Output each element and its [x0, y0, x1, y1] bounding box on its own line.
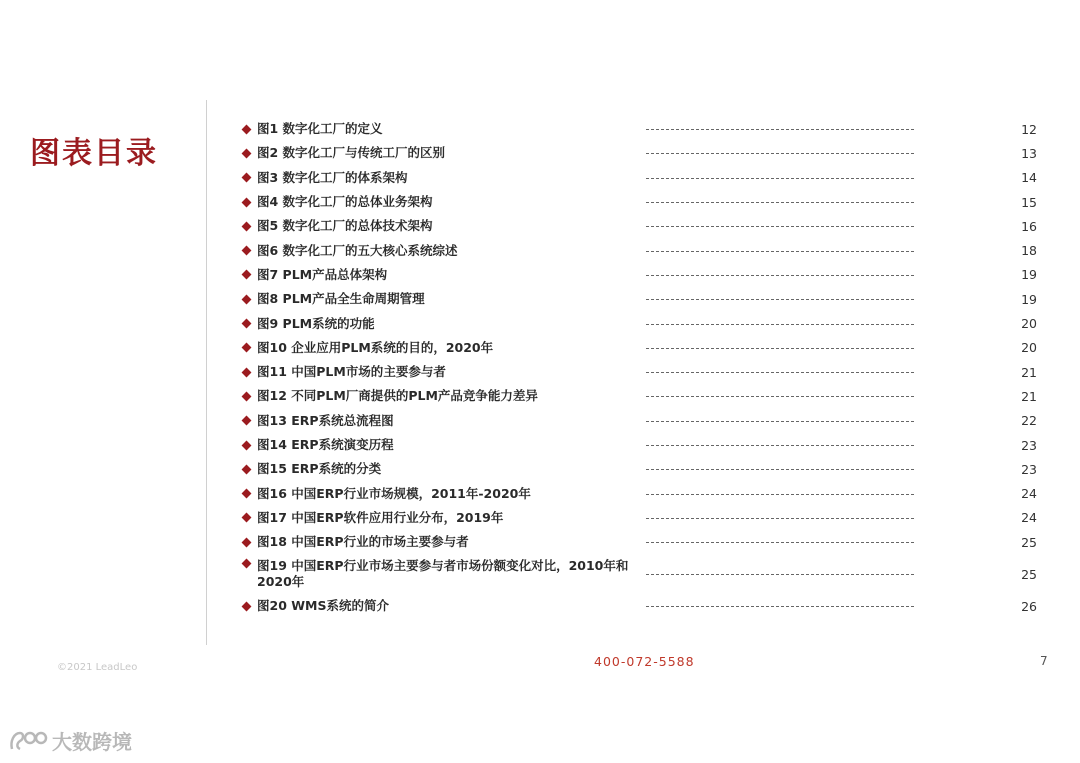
toc-item-label: 图20 WMS系统的简介: [257, 598, 389, 614]
dotted-leader: [646, 606, 914, 607]
diamond-bullet-icon: [242, 559, 252, 569]
toc-item[interactable]: [243, 506, 1043, 530]
toc-item-label: 图7 PLM产品总体架构: [257, 266, 388, 282]
toc-item-page: 19: [1021, 291, 1037, 307]
toc-item[interactable]: [243, 481, 1043, 505]
toc-item-label: 图8 PLM产品全生命周期管理: [257, 291, 425, 307]
vertical-divider: [206, 100, 207, 645]
diamond-bullet-icon: [242, 246, 252, 256]
dotted-leader: [646, 299, 914, 300]
diamond-bullet-icon: [242, 391, 252, 401]
toc-item-page: 24: [1021, 510, 1037, 526]
toc-item-label: 图17 中国ERP软件应用行业分布，2019年: [257, 509, 504, 525]
toc-item-page: 12: [1021, 121, 1037, 137]
toc-item[interactable]: [243, 117, 1043, 141]
dotted-leader: [646, 518, 914, 519]
toc-item[interactable]: [243, 311, 1043, 335]
diamond-bullet-icon: [242, 440, 252, 450]
dotted-leader: [646, 421, 914, 422]
diamond-bullet-icon: [242, 416, 252, 426]
toc-item-page: 21: [1021, 364, 1037, 380]
toc-item[interactable]: [243, 336, 1043, 360]
toc-item[interactable]: [243, 190, 1043, 214]
toc-item-page: 25: [1021, 534, 1037, 550]
toc-item-page: 14: [1021, 170, 1037, 186]
diamond-bullet-icon: [242, 343, 252, 353]
toc-item[interactable]: [243, 384, 1043, 408]
toc-item-label: 图12 不同PLM厂商提供的PLM产品竞争能力差异: [257, 388, 538, 404]
toc-item[interactable]: [243, 554, 1043, 594]
toc-item-label: 图11 中国PLM市场的主要参与者: [257, 364, 446, 380]
diamond-bullet-icon: [242, 513, 252, 523]
watermark-text: 大数跨境: [52, 730, 132, 754]
toc-item-label: 图18 中国ERP行业的市场主要参与者: [257, 534, 469, 550]
dotted-leader: [646, 372, 914, 373]
dotted-leader: [646, 574, 914, 575]
toc-item-page: 23: [1021, 437, 1037, 453]
diamond-bullet-icon: [242, 270, 252, 280]
dotted-leader: [646, 445, 914, 446]
dotted-leader: [646, 542, 914, 543]
diamond-bullet-icon: [242, 489, 252, 499]
toc-item-label: 图6 数字化工厂的五大核心系统综述: [257, 242, 458, 258]
dotted-leader: [646, 348, 914, 349]
toc-item[interactable]: [243, 238, 1043, 262]
toc-item-label: 图15 ERP系统的分类: [257, 461, 382, 477]
toc-item-page: 13: [1021, 145, 1037, 161]
toc-item-page: 16: [1021, 218, 1037, 234]
toc-item[interactable]: [243, 166, 1043, 190]
diamond-bullet-icon: [242, 464, 252, 474]
copyright-text: ©2021 LeadLeo: [57, 662, 138, 673]
diamond-bullet-icon: [242, 221, 252, 231]
dotted-leader: [646, 129, 914, 130]
toc-item-label: 图3 数字化工厂的体系架构: [257, 169, 408, 185]
dotted-leader: [646, 396, 914, 397]
toc-item-label: 图4 数字化工厂的总体业务架构: [257, 194, 433, 210]
toc-item-label: 图19 中国ERP行业市场主要参与者市场份额变化对比，2010年和2020年: [257, 558, 629, 590]
toc-item[interactable]: [243, 287, 1043, 311]
toc-item-page: 26: [1021, 598, 1037, 614]
toc-item-page: 15: [1021, 194, 1037, 210]
toc-item-page: 24: [1021, 486, 1037, 502]
diamond-bullet-icon: [242, 367, 252, 377]
toc-item[interactable]: [243, 141, 1043, 165]
figure-list: [243, 117, 1043, 619]
toc-item-page: 20: [1021, 340, 1037, 356]
diamond-bullet-icon: [242, 602, 252, 612]
diamond-bullet-icon: [242, 197, 252, 207]
page-title: 图表目录: [30, 136, 158, 171]
dotted-leader: [646, 494, 914, 495]
toc-item-page: 20: [1021, 316, 1037, 332]
dotted-leader: [646, 324, 914, 325]
diamond-bullet-icon: [242, 294, 252, 304]
toc-item[interactable]: [243, 214, 1043, 238]
diamond-bullet-icon: [242, 537, 252, 547]
toc-item-label: 图13 ERP系统总流程图: [257, 412, 394, 428]
toc-item[interactable]: [243, 594, 1043, 618]
toc-item-page: 18: [1021, 243, 1037, 259]
toc-item[interactable]: [243, 433, 1043, 457]
toc-item-label: 图9 PLM系统的功能: [257, 315, 375, 331]
toc-item-label: 图10 企业应用PLM系统的目的，2020年: [257, 339, 494, 355]
watermark-logo-icon: [8, 729, 48, 753]
toc-item[interactable]: [243, 530, 1043, 554]
toc-item-label: 图2 数字化工厂与传统工厂的区别: [257, 145, 446, 161]
toc-item[interactable]: [243, 263, 1043, 287]
dotted-leader: [646, 178, 914, 179]
diamond-bullet-icon: [242, 173, 252, 183]
dotted-leader: [646, 153, 914, 154]
toc-item-page: 25: [1021, 566, 1037, 582]
toc-item-label: 图1 数字化工厂的定义: [257, 121, 383, 137]
toc-item-page: 21: [1021, 388, 1037, 404]
dotted-leader: [646, 226, 914, 227]
toc-item[interactable]: [243, 457, 1043, 481]
dotted-leader: [646, 251, 914, 252]
dotted-leader: [646, 202, 914, 203]
dotted-leader: [646, 469, 914, 470]
slide-number: 7: [1040, 654, 1048, 668]
toc-item-page: 22: [1021, 413, 1037, 429]
diamond-bullet-icon: [242, 148, 252, 158]
toc-item-label: 图14 ERP系统演变历程: [257, 437, 394, 452]
dotted-leader: [646, 275, 914, 276]
contact-phone: 400-072-5588: [594, 654, 695, 669]
toc-item[interactable]: [243, 409, 1043, 433]
toc-item-label: 图5 数字化工厂的总体技术架构: [257, 218, 433, 234]
diamond-bullet-icon: [242, 319, 252, 329]
diamond-bullet-icon: [242, 124, 252, 134]
toc-item-label: 图16 中国ERP行业市场规模，2011年-2020年: [257, 485, 531, 501]
toc-item[interactable]: [243, 360, 1043, 384]
toc-item-page: 23: [1021, 461, 1037, 477]
toc-item-page: 19: [1021, 267, 1037, 283]
watermark: [8, 726, 132, 755]
